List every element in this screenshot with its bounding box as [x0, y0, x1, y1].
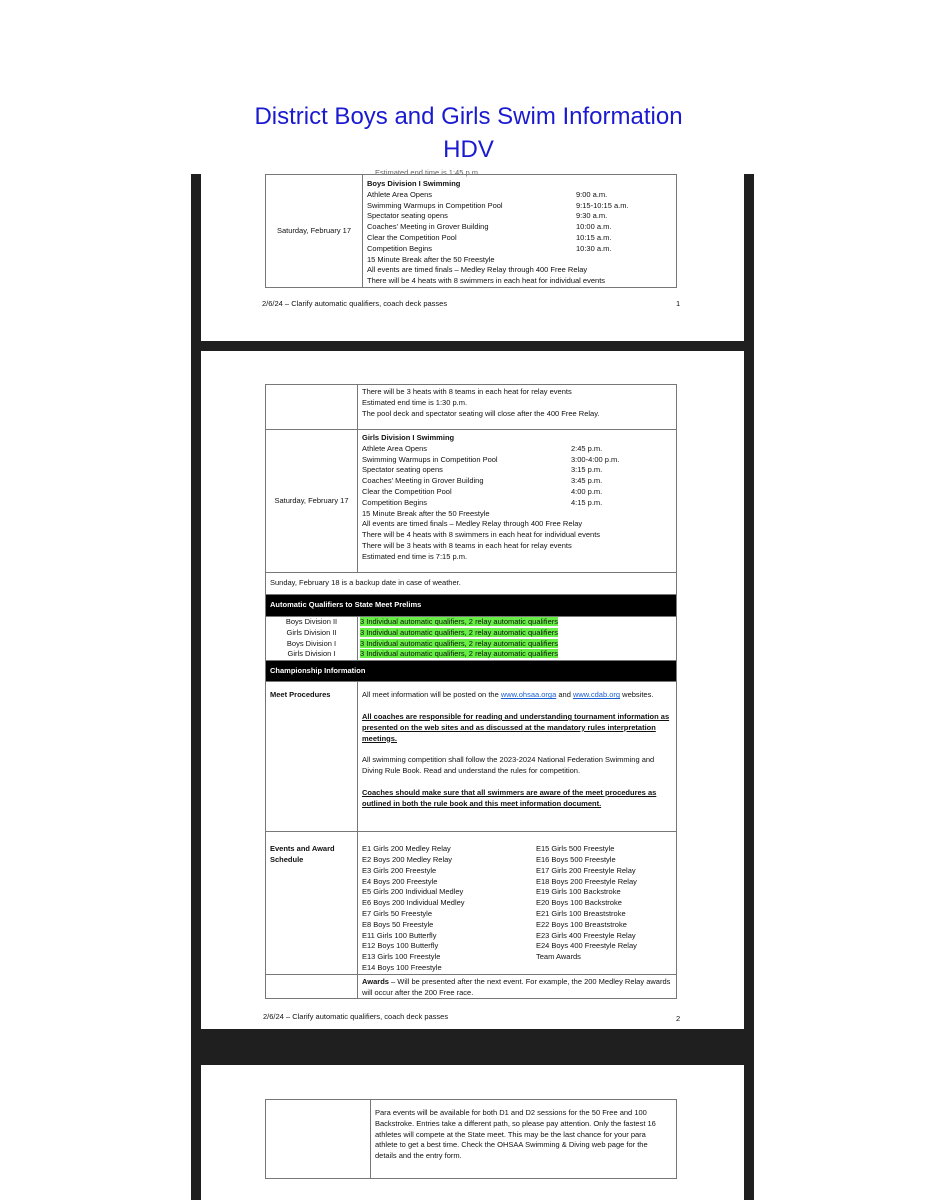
schedule-time: 4:15 p.m. — [571, 497, 603, 507]
para-events-table — [265, 1099, 677, 1179]
note: 15 Minute Break after the 50 Freestyle — [367, 254, 495, 264]
schedule-item: Spectator seating opens — [367, 211, 448, 221]
event-item: E21 Girls 100 Breaststroke — [536, 908, 626, 918]
pdf-page-2 — [201, 351, 744, 1029]
event-item: E6 Boys 200 Individual Medley — [362, 898, 465, 908]
note: All events are timed finals – Medley Relay through 400 Free Relay — [367, 265, 588, 275]
event-item: E23 Girls 400 Freestyle Relay — [536, 930, 636, 940]
document-title: District Boys and Girls Swim Information — [254, 103, 683, 130]
schedule-time: 3:45 p.m. — [571, 476, 603, 486]
awards-text: – Will be presented after the next event. For example, the 200 Medley Relay awards will occur after the 200 Free race. — [362, 976, 671, 997]
meet-procedures-label: Meet Procedures — [266, 682, 358, 832]
schedule-item: Coaches' Meeting in Grover Building — [367, 222, 489, 232]
note: Estimated end time is 7:15 p.m. — [362, 551, 468, 561]
event-item: E14 Boys 100 Freestyle — [362, 962, 442, 972]
note: 15 Minute Break after the 50 Freestyle — [362, 508, 490, 518]
awards-note — [358, 974, 677, 999]
note: The pool deck and spectator seating will close after the 400 Free Relay. — [362, 408, 600, 418]
schedule-item: Coaches' Meeting in Grover Building — [362, 476, 484, 486]
note: There will be 3 heats with 8 teams in each heat for relay events — [362, 540, 572, 550]
page-number: 2 — [676, 1014, 681, 1023]
division-label: Boys Division I — [286, 638, 337, 648]
schedule-time: 10:00 a.m. — [576, 222, 612, 232]
event-item: E1 Girls 200 Medley Relay — [362, 844, 451, 854]
schedule-item: Clear the Competition Pool — [367, 232, 457, 242]
pdf-page-3 — [201, 1065, 744, 1200]
qualifier-text: 3 Individual automatic qualifiers, 2 relay automatic qualifiers — [360, 649, 559, 659]
event-item: E5 Girls 200 Individual Medley — [362, 887, 464, 897]
event-item: E2 Boys 200 Medley Relay — [362, 854, 453, 864]
schedule-item: Spectator seating opens — [362, 465, 443, 475]
meet-procedures-note: Coaches should make sure that all swimmers are aware of the meet procedures as outlined in both the rule book and this meet information document. — [362, 787, 657, 808]
schedule-time: 10:15 a.m. — [576, 232, 612, 242]
event-item: E13 Girls 100 Freestyle — [362, 952, 441, 962]
schedule-time: 9:00 a.m. — [576, 189, 608, 199]
session-heading: Boys Division I Swimming — [367, 179, 461, 188]
schedule-time: 4:00 p.m. — [571, 486, 603, 496]
event-item: E3 Girls 200 Freestyle — [362, 865, 437, 875]
qualifiers-heading: Automatic Qualifiers to State Meet Prelims — [266, 595, 677, 617]
event-item: Team Awards — [536, 952, 581, 962]
note: There will be 3 heats with 8 teams in each heat for relay events — [362, 387, 572, 396]
date-cell: Saturday, February 17 — [266, 430, 358, 573]
division-label: Boys Division II — [285, 617, 338, 626]
page-footer: 2/6/24 – Clarify automatic qualifiers, coach deck passes — [262, 299, 448, 308]
backup-date-note: Sunday, February 18 is a backup date in case of weather. — [266, 573, 677, 595]
schedule-table-girls-d1 — [265, 384, 677, 999]
schedule-time: 10:30 a.m. — [576, 243, 612, 253]
document-subtitle: HDV — [443, 136, 494, 163]
division-label: Girls Division I — [287, 649, 336, 659]
event-item: E18 Boys 200 Freestyle Relay — [536, 876, 637, 886]
schedule-time: 2:45 p.m. — [571, 443, 603, 453]
event-item: E19 Girls 100 Backstroke — [536, 887, 621, 897]
session-heading: Girls Division I Swimming — [362, 433, 455, 442]
note: There will be 4 heats with 8 swimmers in each heat for individual events — [362, 530, 601, 540]
events-list — [362, 844, 676, 974]
page-footer: 2/6/24 – Clarify automatic qualifiers, coach deck passes — [263, 1012, 449, 1021]
note: Estimated end time is 1:30 p.m. — [362, 397, 468, 407]
event-item: E24 Boys 400 Freestyle Relay — [536, 941, 637, 951]
event-item: E11 Girls 100 Butterfly — [362, 930, 437, 940]
page-number: 1 — [676, 299, 681, 308]
event-item: E4 Boys 200 Freestyle — [362, 876, 438, 886]
meet-procedures-intro — [362, 690, 672, 701]
note: All events are timed finals – Medley Relay through 400 Free Relay — [362, 519, 583, 529]
schedule-item: Competition Begins — [362, 497, 428, 507]
rule-book-note: All swimming competition shall follow the 2023-2024 National Federation Swimming and Diving Rule Book. Read and understand the rules for competition. — [362, 755, 655, 776]
schedule-list — [362, 444, 676, 509]
schedule-item: Swimming Warmups in Competition Pool — [362, 454, 498, 464]
division-label: Girls Division II — [286, 627, 337, 637]
date-cell: Saturday, February 17 — [266, 175, 363, 288]
pdf-page-1 — [201, 168, 744, 341]
event-item: E7 Girls 50 Freestyle — [362, 908, 433, 918]
qualifier-text: 3 Individual automatic qualifiers, 2 relay automatic qualifiers — [360, 638, 559, 648]
pdf-viewer[interactable] — [191, 168, 754, 1200]
event-item: E17 Girls 200 Freestyle Relay — [536, 865, 636, 875]
schedule-table-boys-d1 — [265, 174, 677, 288]
event-item: E16 Boys 500 Freestyle — [536, 854, 616, 864]
mp-text: and — [556, 690, 573, 700]
schedule-time: 9:30 a.m. — [576, 211, 608, 221]
events-label: Events and Award Schedule — [266, 832, 358, 975]
coaches-responsibility: All coaches are responsible for reading and understanding tournament information as presented on the web sites and as discussed at the mandatory rules interpretation meetings. — [362, 711, 670, 743]
schedule-time: 3:00-4:00 p.m. — [571, 454, 620, 464]
schedule-item: Competition Begins — [367, 243, 433, 253]
schedule-list — [367, 190, 676, 255]
mp-text: websites. — [620, 690, 654, 700]
event-item: E8 Boys 50 Freestyle — [362, 919, 434, 929]
championship-heading: Championship Information — [266, 661, 677, 682]
para-events-note: Para events will be available for both D1 and D2 sessions for the 50 Free and 100 Backstroke. Entries take a different path, so please pay attention. Only the fastest 16 athletes will compete at the State meet. This may be the last chance for your para athlete to get a best time. Check the OHSAA Swimming & Diving web page for the details and the entry form. — [371, 1100, 677, 1179]
schedule-time: 3:15 p.m. — [571, 465, 603, 475]
note: There will be 4 heats with 8 swimmers in each heat for individual events — [367, 276, 606, 286]
schedule-item: Clear the Competition Pool — [362, 486, 452, 496]
mp-text: All meet information will be posted on the — [362, 690, 501, 700]
partial-text: Estimated end time is 1:45 p.m. — [375, 168, 481, 177]
event-item: E12 Boys 100 Butterfly — [362, 941, 439, 951]
awards-label: Awards — [362, 976, 389, 986]
qualifier-text: 3 Individual automatic qualifiers, 2 relay automatic qualifiers — [360, 627, 559, 637]
schedule-item: Swimming Warmups in Competition Pool — [367, 200, 503, 210]
event-item: E22 Boys 100 Breaststroke — [536, 919, 627, 929]
schedule-item: Athlete Area Opens — [362, 443, 428, 453]
event-item: E20 Boys 100 Backstroke — [536, 898, 622, 908]
schedule-item: Athlete Area Opens — [367, 189, 433, 199]
schedule-time: 9:15-10:15 a.m. — [576, 200, 629, 210]
cdab-link[interactable]: www.cdab.org — [572, 690, 621, 700]
event-item: E15 Girls 500 Freestyle — [536, 844, 615, 854]
ohsaa-link[interactable]: www.ohsaa.orga — [500, 690, 557, 700]
qualifier-text: 3 Individual automatic qualifiers, 2 relay automatic qualifiers — [360, 617, 559, 626]
